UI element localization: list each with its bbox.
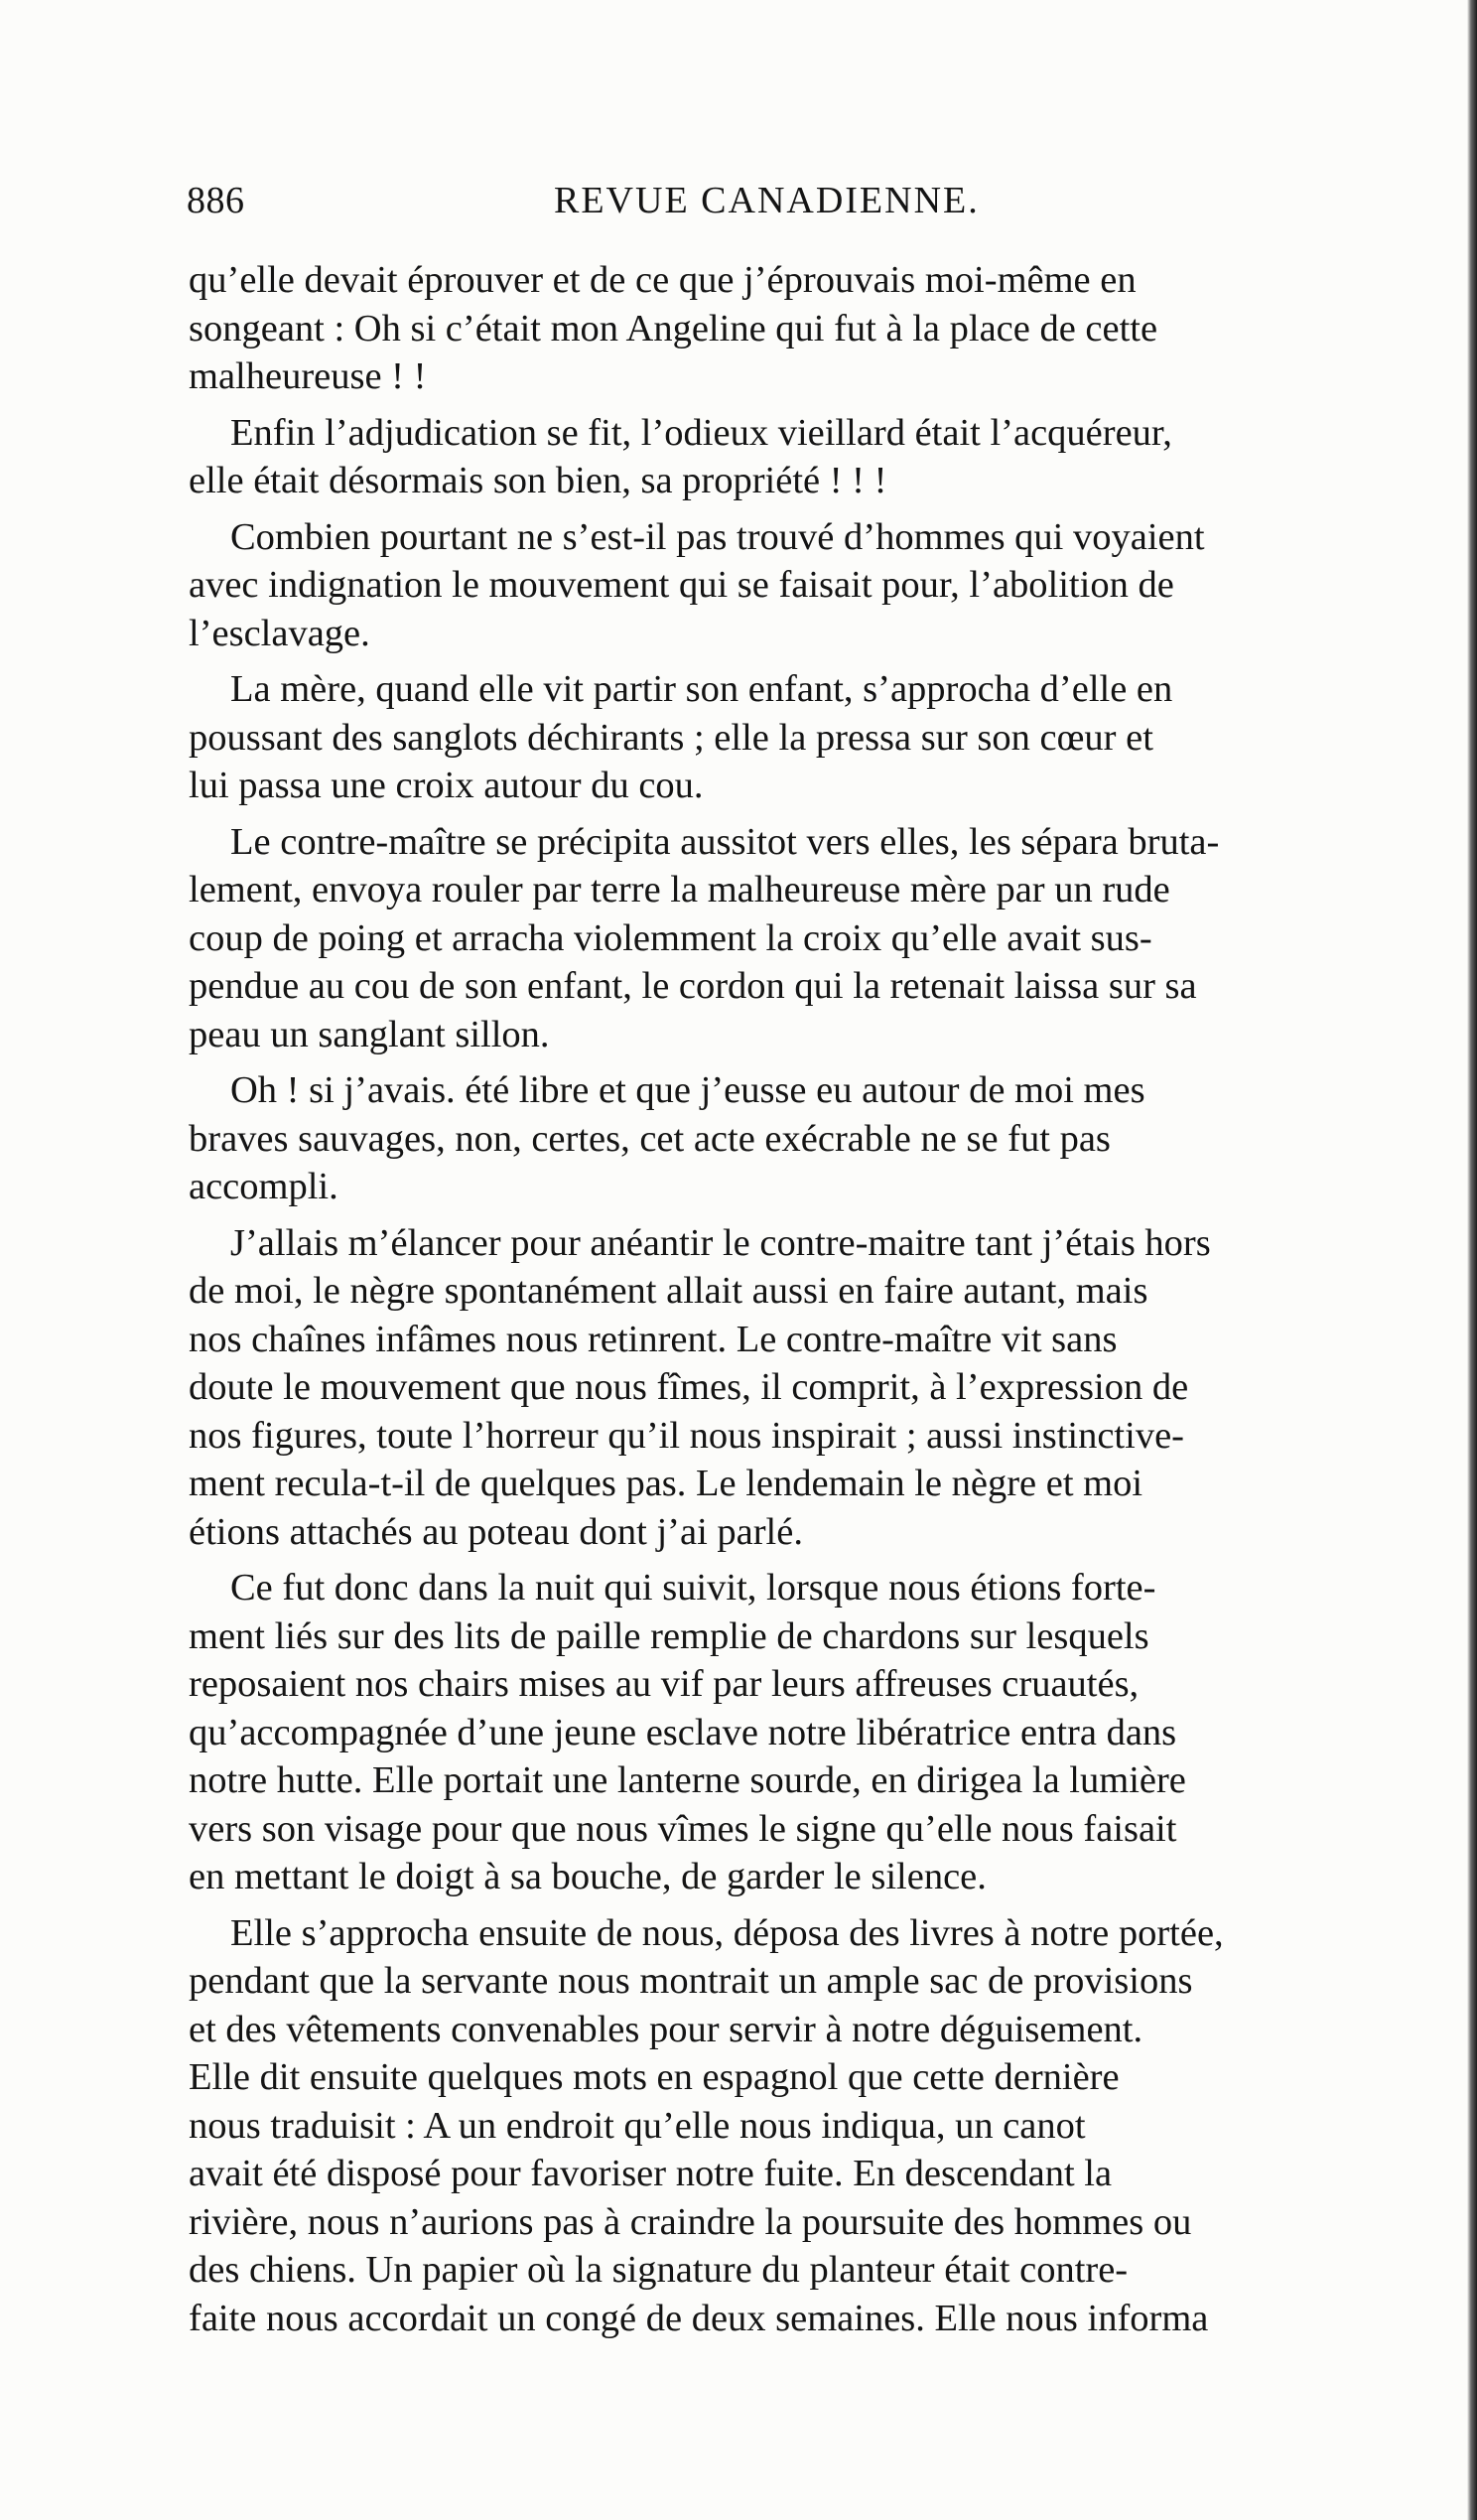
text-line: nos figures, toute l’horreur qu’il nous inspirait ; aussi instinctive- <box>189 1414 1184 1457</box>
text-line: nos chaînes infâmes nous retinrent. Le contre-maître vit sans <box>189 1318 1118 1360</box>
text-line: doute le mouvement que nous fîmes, il comprit, à l’expression de <box>189 1366 1189 1408</box>
text-line: J’allais m’élancer pour anéantir le contre-maitre tant j’étais hors <box>230 1221 1211 1264</box>
text-line: Oh ! si j’avais. été libre et que j’eusse eu autour de moi mes <box>230 1069 1145 1111</box>
text-line: notre hutte. Elle portait une lanterne sourde, en dirigea la lumière <box>189 1759 1186 1801</box>
text-line: faite nous accordait un congé de deux semaines. Elle nous informa <box>189 2297 1209 2339</box>
text-line: peau un sanglant sillon. <box>189 1013 550 1055</box>
text-line: rivière, nous n’aurions pas à craindre la poursuite des hommes ou <box>189 2200 1192 2243</box>
paragraph <box>189 513 1390 658</box>
paragraph <box>189 1219 1390 1557</box>
text-line: avec indignation le mouvement qui se faisait pour, l’abolition de <box>189 564 1174 606</box>
text-line: étions attachés au poteau dont j’ai parlé. <box>189 1510 803 1553</box>
text-line: de moi, le nègre spontanément allait aussi en faire autant, mais <box>189 1270 1148 1312</box>
text-line: Ce fut donc dans la nuit qui suivit, lorsque nous étions forte- <box>230 1567 1156 1609</box>
paragraph <box>189 1066 1390 1211</box>
text-line: Elle dit ensuite quelques mots en espagnol que cette dernière <box>189 2056 1120 2098</box>
page-binding-edge <box>1467 0 1477 2520</box>
paragraph <box>189 409 1390 505</box>
text-line: l’esclavage. <box>189 612 370 654</box>
text-line: Combien pourtant ne s’est-il pas trouvé d’hommes qui voyaient <box>230 515 1205 558</box>
text-line: des chiens. Un papier où la signature du planteur était contre- <box>189 2249 1129 2291</box>
text-line: pendue au cou de son enfant, le cordon qui la retenait laissa sur sa <box>189 965 1197 1007</box>
text-line: qu’elle devait éprouver et de ce que j’éprouvais moi-même en <box>189 259 1137 301</box>
text-line: accompli. <box>189 1166 338 1207</box>
paragraph <box>189 1564 1390 1901</box>
page-number: 886 <box>187 180 245 221</box>
paragraph <box>189 818 1390 1059</box>
text-line: ment liés sur des lits de paille remplie de chardons sur lesquels <box>189 1614 1149 1657</box>
text-line: Le contre-maître se précipita aussitot vers elles, les sépara bruta- <box>230 820 1220 863</box>
text-line: songeant : Oh si c’était mon Angeline qui fut à la place de cette <box>189 307 1158 350</box>
text-line: reposaient nos chairs mises au vif par leurs affreuses cruautés, <box>189 1663 1140 1705</box>
body-text <box>189 256 1390 2350</box>
running-title: REVUE CANADIENNE. <box>554 180 980 221</box>
page-header <box>187 179 1030 238</box>
text-line: lui passa une croix autour du cou. <box>189 765 704 806</box>
paragraph <box>189 256 1390 401</box>
text-line: qu’accompagnée d’une jeune esclave notre libératrice entra dans <box>189 1711 1177 1753</box>
text-line: lement, envoya rouler par terre la malheureuse mère par un rude <box>189 869 1170 910</box>
text-line: en mettant le doigt à sa bouche, de garder le silence. <box>189 1856 987 1897</box>
text-line: coup de poing et arracha violemment la croix qu’elle avait sus- <box>189 916 1152 959</box>
text-line: braves sauvages, non, certes, cet acte exécrable ne se fut pas <box>189 1117 1111 1160</box>
text-line: poussant des sanglots déchirants ; elle la pressa sur son cœur et <box>189 716 1153 759</box>
text-line: La mère, quand elle vit partir son enfant, s’approcha d’elle en <box>230 668 1173 710</box>
paragraph <box>189 665 1390 810</box>
paragraph <box>189 1909 1390 2343</box>
text-line: avait été disposé pour favoriser notre fuite. En descendant la <box>189 2153 1113 2194</box>
text-line: Elle s’approcha ensuite de nous, déposa des livres à notre portée, <box>230 1911 1224 1954</box>
text-line: vers son visage pour que nous vîmes le signe qu’elle nous faisait <box>189 1807 1177 1850</box>
text-line: pendant que la servante nous montrait un ample sac de provisions <box>189 1960 1193 2002</box>
text-line: nous traduisit : A un endroit qu’elle nous indiqua, un canot <box>189 2104 1086 2147</box>
text-line: elle était désormais son bien, sa propriété ! ! ! <box>189 460 887 501</box>
text-line: malheureuse ! ! <box>189 355 427 397</box>
text-line: et des vêtements convenables pour servir à notre déguisement. <box>189 2008 1143 2050</box>
text-line: ment recula-t-il de quelques pas. Le lendemain le nègre et moi <box>189 1463 1143 1504</box>
text-line: Enfin l’adjudication se fit, l’odieux vieillard était l’acquéreur, <box>230 411 1172 454</box>
